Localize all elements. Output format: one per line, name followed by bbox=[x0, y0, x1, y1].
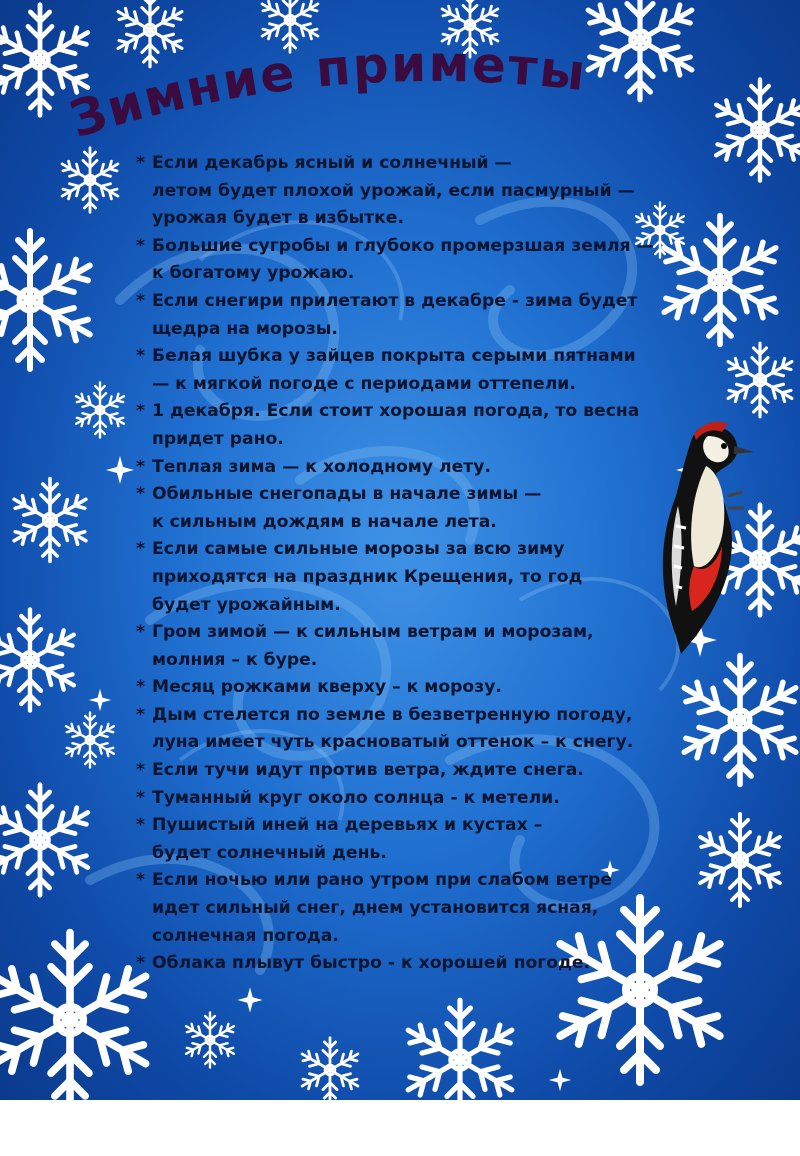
omen-line-continued bbox=[136, 729, 676, 757]
omen-text: Если самые сильные морозы за всю зиму bbox=[152, 539, 565, 560]
omen-text: будет урожайным. bbox=[152, 594, 341, 615]
bullet-star: * bbox=[136, 622, 145, 643]
omen-line bbox=[136, 702, 676, 730]
omen-line-continued bbox=[136, 592, 676, 620]
omen-text: Обильные снегопады в начале зимы — bbox=[152, 484, 542, 505]
omen-line bbox=[136, 233, 676, 261]
bullet-star: * bbox=[136, 484, 145, 505]
omen-line-continued bbox=[136, 316, 676, 344]
omen-line-continued bbox=[136, 260, 676, 288]
omen-text: Если снегири прилетают в декабре - зима будет bbox=[152, 290, 638, 311]
omen-line-continued bbox=[136, 895, 676, 923]
omen-line bbox=[136, 867, 676, 895]
omen-line-continued bbox=[136, 509, 676, 537]
bullet-star: * bbox=[136, 456, 145, 477]
bullet-star: * bbox=[136, 704, 145, 725]
omen-text: — к мягкой погоде с периодами оттепели. bbox=[152, 373, 576, 394]
omen-text: молния – к буре. bbox=[152, 649, 318, 670]
omen-line bbox=[136, 150, 676, 178]
omen-text: солнечная погода. bbox=[152, 925, 339, 946]
omen-text: летом будет плохой урожай, если пасмурный — bbox=[152, 180, 635, 201]
omen-line bbox=[136, 343, 676, 371]
page-title bbox=[60, 40, 780, 150]
bullet-star: * bbox=[136, 870, 145, 891]
omen-text: Если тучи идут против ветра, ждите снега. bbox=[152, 760, 584, 781]
omen-line bbox=[136, 757, 676, 785]
page-title-text: Зимние приметы bbox=[63, 40, 590, 150]
omen-line bbox=[136, 536, 676, 564]
omen-line bbox=[136, 812, 676, 840]
omen-line bbox=[136, 481, 676, 509]
omen-text: приходятся на праздник Крещения, то год bbox=[152, 566, 583, 587]
omen-text: Месяц рожками кверху – к морозу. bbox=[152, 677, 502, 698]
omen-text: Белая шубка у зайцев покрыта серыми пятнами bbox=[152, 346, 636, 367]
omen-line bbox=[136, 674, 676, 702]
bullet-star: * bbox=[136, 539, 145, 560]
omen-line bbox=[136, 785, 676, 813]
omen-text: к богатому урожаю. bbox=[152, 263, 355, 284]
bullet-star: * bbox=[136, 815, 145, 836]
omen-text: к сильным дождям в начале лета. bbox=[152, 511, 497, 532]
omen-text: Дым стелется по земле в безветренную погоду, bbox=[152, 704, 633, 725]
omen-text: Облака плывут быстро - к хорошей погоде. bbox=[152, 953, 591, 974]
omen-line-continued bbox=[136, 923, 676, 951]
omen-text: 1 декабря. Если стоит хорошая погода, то весна bbox=[152, 401, 640, 422]
omen-text: Если декабрь ясный и солнечный — bbox=[152, 153, 512, 173]
omen-line-continued bbox=[136, 178, 676, 206]
omen-text: луна имеет чуть красноватый оттенок – к снегу. bbox=[152, 732, 634, 753]
omen-line bbox=[136, 619, 676, 647]
bullet-star: * bbox=[136, 346, 145, 367]
bullet-star: * bbox=[136, 235, 145, 256]
bullet-star: * bbox=[136, 760, 145, 781]
omen-line bbox=[136, 950, 676, 978]
omens-list bbox=[136, 150, 676, 978]
omen-text: Если ночью или рано утром при слабом ветре bbox=[152, 870, 613, 891]
omen-line-continued bbox=[136, 647, 676, 675]
omen-text: Большие сугробы и глубоко промерзшая земля — bbox=[152, 235, 654, 256]
omen-text: идет сильный снег, днем установится ясная, bbox=[152, 898, 599, 919]
omen-text: Теплая зима — к холодному лету. bbox=[152, 456, 491, 477]
omen-text: урожая будет в избытке. bbox=[152, 208, 404, 229]
bullet-star: * bbox=[136, 953, 145, 974]
omen-line bbox=[136, 288, 676, 316]
bullet-star: * bbox=[136, 787, 145, 808]
bullet-star: * bbox=[136, 290, 145, 311]
omen-line-continued bbox=[136, 426, 676, 454]
omen-text: щедра на морозы. bbox=[152, 318, 338, 339]
omen-line-continued bbox=[136, 371, 676, 399]
omen-text: Гром зимой — к сильным ветрам и морозам, bbox=[152, 622, 594, 643]
bullet-star: * bbox=[136, 153, 145, 173]
omen-text: Туманный круг около солнца - к метели. bbox=[152, 787, 560, 808]
omen-text: будет солнечный день. bbox=[152, 842, 387, 863]
bullet-star: * bbox=[136, 677, 145, 698]
omen-line-continued bbox=[136, 205, 676, 233]
bullet-star: * bbox=[136, 401, 145, 422]
omen-line-continued bbox=[136, 564, 676, 592]
omen-text: придет рано. bbox=[152, 428, 284, 449]
omen-line-continued bbox=[136, 840, 676, 868]
omen-line bbox=[136, 398, 676, 426]
omen-text: Пушистый иней на деревьях и кустах – bbox=[152, 815, 543, 836]
omen-line bbox=[136, 454, 676, 482]
woodpecker-icon bbox=[636, 396, 756, 656]
